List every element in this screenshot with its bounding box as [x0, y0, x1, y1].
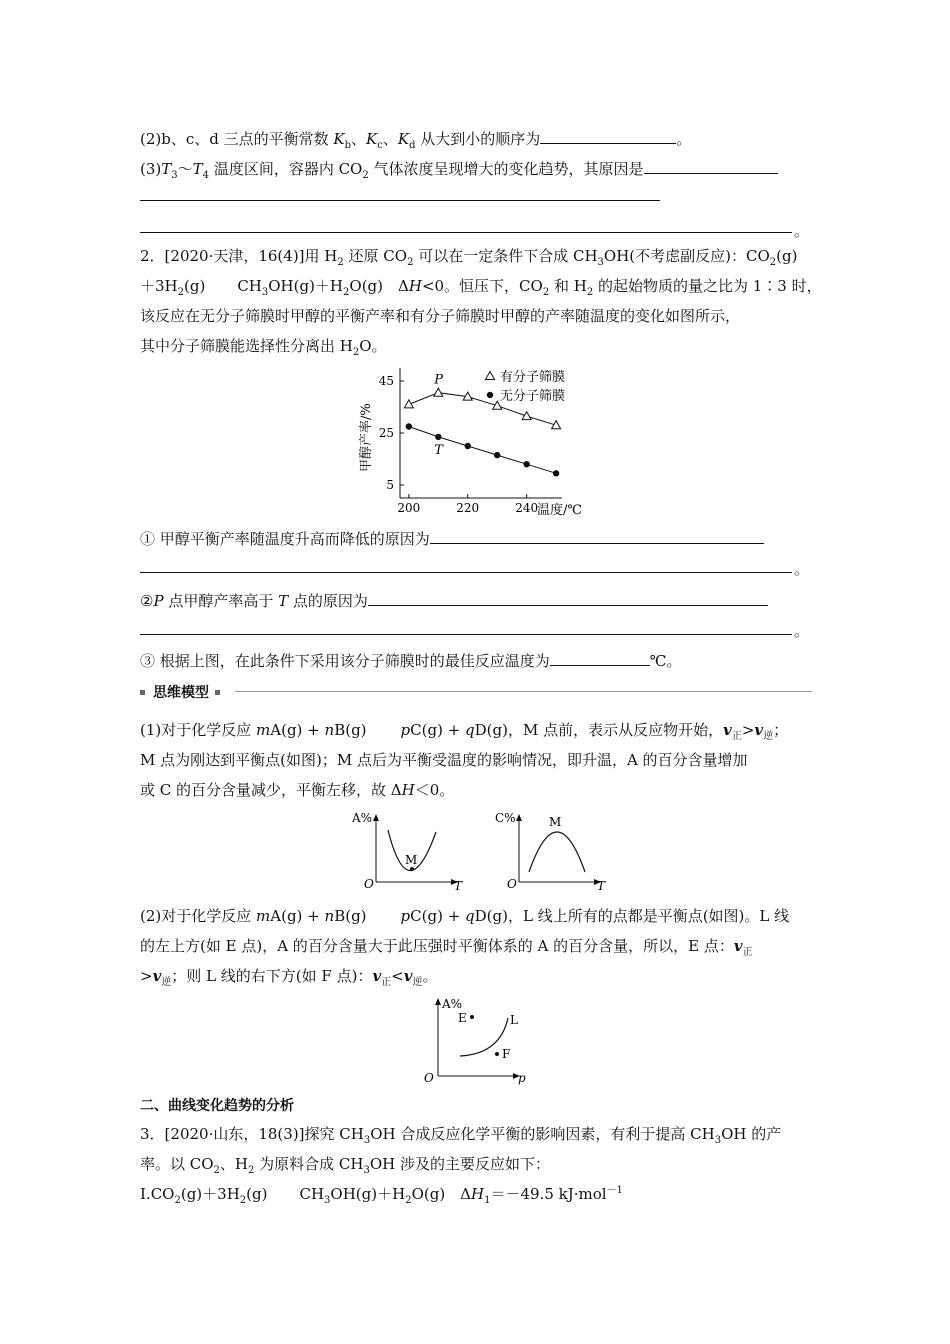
point-e [470, 1015, 474, 1019]
text: 逆 [412, 977, 423, 988]
text: ； [773, 721, 789, 739]
text: 3 [261, 287, 269, 298]
text: 1 [484, 1195, 491, 1206]
axis-label: T [597, 879, 606, 892]
text: Ⅰ.CO [140, 1185, 175, 1203]
text: (g) [184, 277, 206, 295]
text: v [152, 967, 162, 985]
text: (1)对于化学反应 [140, 721, 257, 739]
dot-point [494, 452, 500, 458]
text: ③ 根据上图，在此条件下采用该分子筛膜时的最佳反应温度为 [140, 652, 550, 670]
origin-label: O [424, 1071, 434, 1085]
x-tick-label: 220 [456, 501, 480, 515]
text: ① 甲醇平衡产率随温度升高而降低的原因为 [140, 530, 430, 548]
text: P [153, 592, 164, 610]
text: H [471, 1185, 485, 1203]
answer-line[interactable] [140, 200, 660, 201]
text: 2 [352, 347, 360, 358]
text: 气体浓度呈现增大的变化趋势，其原因是 [368, 160, 644, 178]
period: 。 [794, 560, 810, 578]
text: M 点为刚达到平衡点(如图)；M 点后为平衡受温度的影响情况，即升温，A 的百分含量增加 [140, 751, 748, 769]
q3-line1 [140, 1124, 781, 1144]
a-percent-vs-p-graph [420, 994, 540, 1086]
curve-l [460, 1018, 508, 1056]
model-p2-line1 [140, 906, 789, 926]
period: 。 [794, 222, 810, 240]
text: 2 [542, 287, 550, 298]
point-label: F [502, 1047, 511, 1061]
text: 的左上方(如 E 点)，A 的百分含量大于此压强时平衡体系的 A 的百分含量，所以，E 点： [140, 937, 734, 955]
text: 、H [219, 1155, 249, 1173]
answer-blank[interactable] [430, 528, 764, 544]
text: v [754, 721, 764, 739]
x-axis-label: 温度/℃ [537, 503, 582, 518]
text: 2 [248, 1165, 255, 1176]
point-annotation: P [434, 372, 444, 388]
y-axis-label: 甲醇产率/% [359, 403, 374, 472]
text: 二、曲线变化趋势的分析 [140, 1098, 294, 1114]
q3-line3 [140, 1184, 623, 1204]
methanol-yield-chart [350, 360, 600, 520]
axis-label: A% [352, 811, 373, 825]
text: 3 [171, 170, 178, 181]
text: 3 [324, 1195, 331, 1206]
text: v [372, 967, 382, 985]
dot-point [465, 443, 471, 449]
q3-line2 [140, 1154, 550, 1174]
text: > [741, 721, 755, 739]
text: ＜0。 [414, 781, 455, 799]
text: K [397, 130, 410, 148]
text: n [324, 721, 335, 739]
text: OH 涉及的主要反应如下： [369, 1155, 551, 1173]
q2-line3 [140, 306, 740, 326]
text: 3 [363, 1135, 371, 1146]
text: 3．[2020·山东，18(3)]探究 CH [140, 1125, 364, 1143]
origin-label: O [364, 877, 374, 891]
text: 。 [422, 967, 438, 985]
answer-blank[interactable] [644, 158, 778, 174]
text: (g)＋3H [180, 1185, 240, 1203]
q1-part2 [140, 128, 691, 149]
text: OH(不考虑副反应)：CO [603, 247, 770, 265]
model-p1-line1 [140, 720, 788, 740]
text: 2 [337, 257, 344, 268]
text: D(g)，L 线上所有的点都是平衡点(如图)。L 线 [474, 907, 790, 925]
text: 和 H [549, 277, 587, 295]
section-title: 思维模型 [153, 685, 209, 701]
legend-label: 无分子筛膜 [500, 389, 566, 404]
model-p2-line2 [140, 936, 753, 956]
text: C(g) + [410, 721, 466, 739]
point-m [410, 867, 414, 871]
triangle-point [404, 400, 413, 408]
q2-line1 [140, 246, 797, 266]
text: K [366, 130, 378, 148]
text: c [377, 140, 383, 151]
text: 正 [381, 977, 392, 988]
origin-label: O [507, 877, 517, 891]
model-p1-line3 [140, 780, 454, 800]
text: 的起始物质的量之比为 1∶3 时， [593, 277, 822, 295]
y-tick-label: 45 [378, 374, 394, 388]
text: 点甲醇产率高于 [163, 592, 279, 610]
text: ＋3H [140, 277, 178, 295]
text: A(g) + [270, 907, 325, 925]
answer-line[interactable] [140, 232, 792, 233]
a-percent-vs-t-graph [350, 810, 470, 892]
text: q [465, 721, 475, 739]
text: < [391, 967, 404, 985]
text: <0。恒压下，CO [421, 277, 543, 295]
text: (2)b、c、d 三点的平衡常数 [140, 130, 334, 148]
y-tick-label: 5 [386, 478, 394, 492]
square-bullet-icon [140, 690, 145, 695]
axis-label: p [518, 1071, 526, 1085]
divider [235, 691, 812, 692]
square-bullet-icon [215, 690, 220, 695]
answer-blank[interactable] [550, 650, 650, 666]
text: OH(g)＋H [268, 277, 344, 295]
x-tick-label: 240 [515, 501, 539, 515]
text: H [408, 277, 422, 295]
legend-triangle-icon [486, 372, 495, 380]
text: (g) [246, 1185, 268, 1203]
text: 3 [597, 257, 604, 268]
text: OH 的产 [721, 1125, 782, 1143]
text: 该反应在无分子筛膜时甲醇的平衡产率和有分子筛膜时甲醇的产率随温度的变化如图所示， [140, 307, 741, 325]
text: 3 [714, 1135, 722, 1146]
triangle-point [434, 388, 443, 396]
answer-line[interactable] [140, 572, 792, 573]
axis-label: C% [495, 811, 516, 825]
axis-label: A% [442, 997, 463, 1011]
x-tick-label: 200 [397, 501, 421, 515]
c-percent-vs-t-graph [493, 810, 613, 892]
model-p1-line2 [140, 750, 748, 770]
dot-point [553, 470, 559, 476]
text: 、 [351, 130, 367, 148]
q2-sub1 [140, 528, 764, 549]
text: m [256, 907, 271, 925]
text: 温度区间，容器内 CO [209, 160, 363, 178]
text: 2 [769, 257, 777, 268]
legend-dot-icon [487, 392, 493, 398]
text: m [256, 721, 271, 739]
dot-point [523, 461, 529, 467]
point-label: M [405, 853, 418, 867]
section2-title [140, 1096, 294, 1116]
text: 2 [213, 1165, 220, 1176]
axis-arrow-icon [435, 998, 441, 1005]
text: CH [299, 1185, 325, 1203]
q2-sub3 [140, 650, 682, 671]
point-annotation: T [434, 442, 443, 458]
text: ℃。 [649, 652, 682, 670]
text: C(g) + [410, 907, 466, 925]
text: O(g) Δ [349, 277, 409, 295]
text: A(g) + [270, 721, 325, 739]
text: O。 [359, 337, 387, 355]
text: 逆 [161, 977, 172, 988]
text: > [140, 967, 153, 985]
text: ～ [177, 160, 193, 178]
text: p [400, 721, 411, 739]
text: b [344, 140, 352, 151]
text: d [409, 140, 416, 151]
answer-blank[interactable] [368, 590, 768, 606]
text: 4 [202, 170, 210, 181]
axis-arrow-icon [516, 814, 522, 821]
text: K [333, 130, 345, 148]
text: ② [140, 592, 154, 610]
axis-label: T [454, 879, 463, 892]
text: 2 [407, 257, 414, 268]
q2-line2 [140, 276, 822, 296]
y-tick-label: 25 [378, 426, 394, 440]
text: 2 [239, 1195, 247, 1206]
period: 。 [794, 622, 810, 640]
text: 为原料合成 CH [254, 1155, 364, 1173]
text: 率。以 CO [140, 1155, 214, 1173]
text: 从大到小的顺序为 [415, 130, 541, 148]
text: 2 [177, 287, 184, 298]
text: T [161, 160, 172, 178]
text: 、 [382, 130, 398, 148]
text: 其中分子筛膜能选择性分离出 H [140, 337, 353, 355]
text: OH 合成反应化学平衡的影响因素，有利于提高 CH [370, 1125, 715, 1143]
text: T [278, 592, 289, 610]
text: B(g) [334, 721, 367, 739]
text: －1 [606, 1185, 623, 1196]
text: 正 [731, 731, 742, 742]
point-label: E [458, 1011, 467, 1025]
text: 正 [742, 947, 753, 958]
text: n [324, 907, 335, 925]
text: 3 [363, 1165, 370, 1176]
text: O(g) Δ [411, 1185, 471, 1203]
legend-label: 有分子筛膜 [500, 370, 566, 385]
text: (3) [140, 160, 162, 178]
text: v [723, 721, 732, 739]
text: OH(g)＋H [330, 1185, 406, 1203]
model-p2-line3 [140, 966, 437, 986]
series-line-2 [409, 427, 556, 474]
triangle-point [522, 412, 531, 420]
text: ；则 L 线的右下方(如 F 点)： [171, 967, 373, 985]
dot-point [406, 423, 412, 429]
text: 。 [676, 130, 692, 148]
point-f [495, 1052, 499, 1056]
text: ＝－49.5 kJ·mol [490, 1185, 607, 1203]
text: D(g)，M 点前，表示从反应物开始， [474, 721, 724, 739]
text: 或 C 的百分含量减少，平衡左移，故 Δ [140, 781, 402, 799]
text: B(g) [334, 907, 367, 925]
text: 还原 CO [343, 247, 408, 265]
q2-sub2 [140, 590, 768, 611]
text: 2 [586, 287, 594, 298]
text: (2)对于化学反应 [140, 907, 257, 925]
q1-part3 [140, 158, 778, 179]
text: 2 [362, 170, 369, 181]
text: 2．[2020·天津，16(4)]用 H [140, 247, 338, 265]
text: 2 [405, 1195, 412, 1206]
dot-point [435, 434, 441, 440]
text: v [403, 967, 413, 985]
text: q [465, 907, 475, 925]
text: T [192, 160, 203, 178]
text: H [401, 781, 415, 799]
text: p [400, 907, 411, 925]
text: 可以在一定条件下合成 CH [413, 247, 598, 265]
point-label: M [549, 815, 562, 829]
text: 2 [343, 287, 350, 298]
thinking-model-header [140, 682, 812, 702]
curve [529, 832, 585, 872]
text: 逆 [763, 731, 774, 742]
axis-arrow-icon [373, 814, 379, 821]
q2-line4 [140, 336, 387, 356]
text: v [733, 937, 743, 955]
text: 2 [174, 1195, 181, 1206]
text: 点的原因为 [288, 592, 368, 610]
text: CH [237, 277, 262, 295]
answer-line[interactable] [140, 634, 792, 635]
text: (g) [776, 247, 798, 265]
answer-blank[interactable] [540, 128, 676, 144]
curve-label: L [510, 1013, 518, 1027]
